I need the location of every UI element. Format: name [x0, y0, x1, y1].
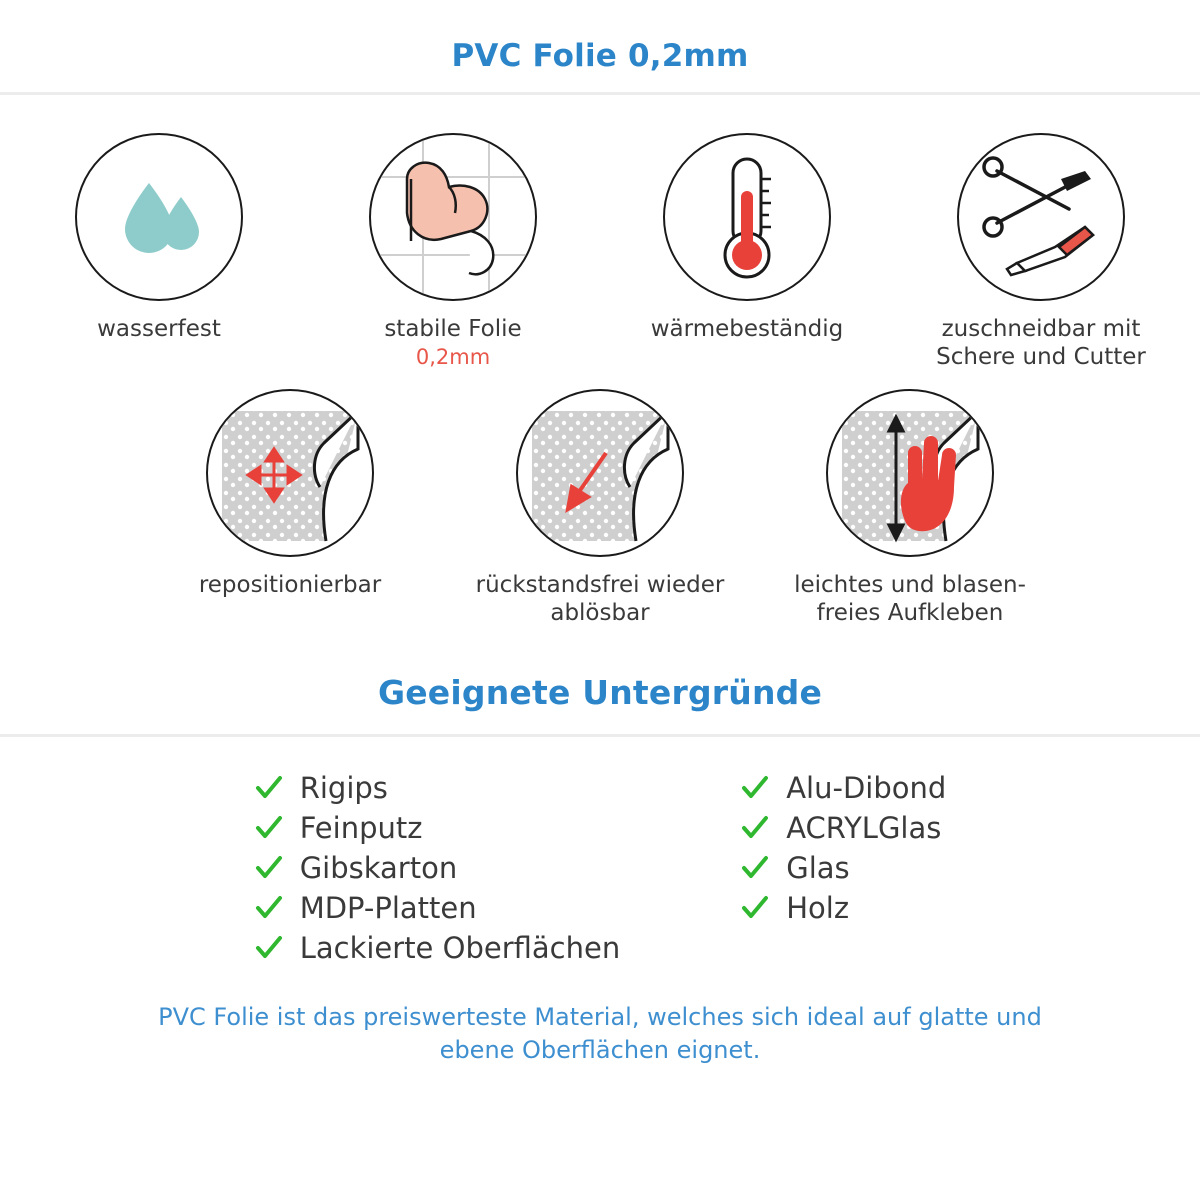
- feature-icon-circle: [826, 389, 994, 557]
- list-item-label: Holz: [786, 891, 850, 926]
- list-item: [254, 851, 621, 885]
- list-item-label: Rigips: [299, 771, 388, 806]
- list-item: [254, 931, 621, 965]
- thermometer-icon: [665, 135, 829, 299]
- list-item: [254, 811, 621, 845]
- feature-label: zuschneidbar mit Schere und Cutter: [936, 316, 1146, 371]
- footnote-text: PVC Folie ist das preiswerteste Material, welches sich ideal auf glatte und ebene Oberflächen eignet.: [158, 1003, 1042, 1064]
- list-item-label: Glas: [786, 851, 850, 886]
- list-item: [740, 811, 946, 845]
- feature-label: stabile Folie: [384, 316, 522, 342]
- feature-row-bottom: [0, 371, 1200, 627]
- check-icon: [254, 853, 284, 883]
- list-item: [740, 891, 946, 925]
- hand-smoothing-icon: [828, 391, 992, 555]
- check-icon: [254, 773, 284, 803]
- feature-label: rückstandsfrei wieder ablösbar: [475, 572, 725, 627]
- reposition-arrows-icon: [208, 391, 372, 555]
- feature-label: wasserfest: [97, 316, 221, 342]
- check-icon: [740, 893, 770, 923]
- list-item-label: Lackierte Oberflächen: [299, 931, 621, 966]
- page-title: PVC Folie 0,2mm: [451, 38, 749, 74]
- feature-icon-circle: [516, 389, 684, 557]
- feature-icon-circle: [663, 133, 831, 301]
- feature-zuschneidbar: [916, 133, 1166, 371]
- substrates-list: [0, 737, 1200, 965]
- feature-icon-circle: [206, 389, 374, 557]
- feature-icon-circle: [75, 133, 243, 301]
- check-icon: [254, 813, 284, 843]
- peel-off-icon: [518, 391, 682, 555]
- feature-stabile-folie: [328, 133, 578, 371]
- feature-sublabel: 0,2mm: [415, 345, 491, 370]
- water-drops-icon: [77, 135, 241, 299]
- substrates-column-left: [254, 771, 621, 965]
- list-item-label: Gibskarton: [299, 851, 458, 886]
- feature-row-top: [0, 95, 1200, 371]
- check-icon: [740, 773, 770, 803]
- feature-repositionierbar: [165, 389, 415, 627]
- feature-label: wärmebeständig: [650, 316, 844, 342]
- check-icon: [254, 893, 284, 923]
- list-item-label: Alu-Dibond: [786, 771, 947, 806]
- feature-label: repositionierbar: [198, 572, 382, 599]
- check-icon: [254, 933, 284, 963]
- list-item-label: MDP-Platten: [299, 891, 477, 926]
- check-icon: [740, 813, 770, 843]
- feature-wasserfest: [34, 133, 284, 371]
- feature-rueckstandsfrei: [475, 389, 725, 627]
- feature-aufkleben: [785, 389, 1035, 627]
- list-item: [254, 771, 621, 805]
- list-item-label: Feinputz: [299, 811, 423, 846]
- section-title-substrates: Geeignete Untergründe: [377, 673, 823, 713]
- feature-waermebestaendig: [622, 133, 872, 371]
- list-item: [740, 771, 946, 805]
- list-item: [740, 851, 946, 885]
- cutter-knife: [1007, 227, 1093, 275]
- feature-icon-circle: [369, 133, 537, 301]
- check-icon: [740, 853, 770, 883]
- strong-arm-icon: [371, 135, 535, 299]
- list-item-label: ACRYLGlas: [786, 811, 942, 846]
- substrates-column-right: [740, 771, 946, 965]
- feature-label: leichtes und blasen- freies Aufkleben: [794, 572, 1026, 627]
- feature-icon-circle: [957, 133, 1125, 301]
- list-item: [254, 891, 621, 925]
- scissors-cutter-icon: [959, 135, 1123, 299]
